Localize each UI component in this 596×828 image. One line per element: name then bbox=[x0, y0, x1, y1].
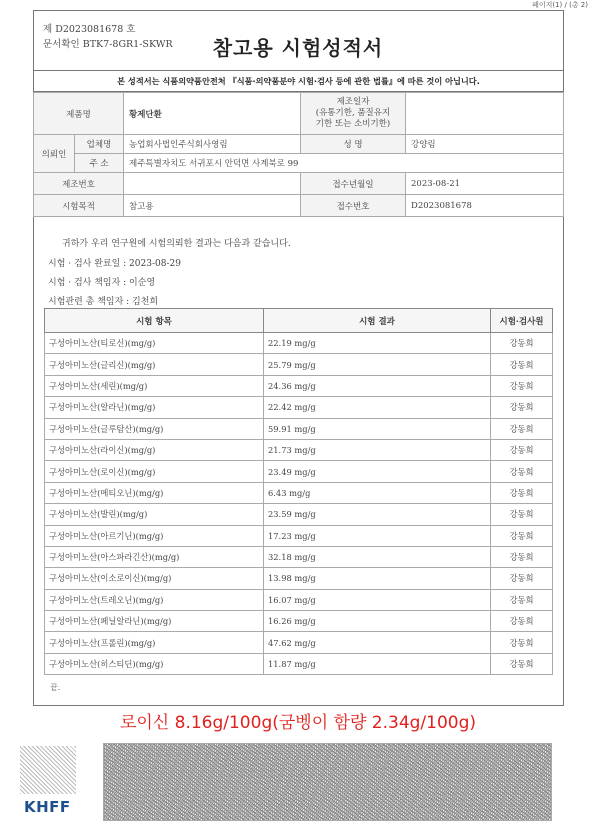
cell-item: 구성아미노산(아스파라긴산)(mg/g) bbox=[45, 546, 264, 567]
name-label: 성 명 bbox=[301, 135, 406, 154]
table-row bbox=[45, 482, 553, 503]
purpose-label: 시험목적 bbox=[34, 195, 124, 217]
cell-inspector: 강동희 bbox=[491, 461, 553, 482]
cell-result: 47.62 mg/g bbox=[264, 632, 491, 653]
cell-item: 구성아미노산(프롤린)(mg/g) bbox=[45, 632, 264, 653]
table-row bbox=[45, 354, 553, 375]
inspector: 시험 · 검사 책임자 : 이순영 bbox=[48, 278, 156, 288]
address-label: 주 소 bbox=[75, 154, 124, 173]
cell-item: 구성아미노산(알라닌)(mg/g) bbox=[45, 397, 264, 418]
table-row bbox=[45, 439, 553, 460]
table-row bbox=[45, 611, 553, 632]
table-row bbox=[45, 525, 553, 546]
results-header-row bbox=[45, 309, 553, 333]
cell-result: 59.91 mg/g bbox=[264, 418, 491, 439]
cell-result: 22.42 mg/g bbox=[264, 397, 491, 418]
lot-value bbox=[124, 173, 301, 195]
address-value: 제주특별자치도 서귀포시 안덕면 사계북로 99 bbox=[124, 154, 564, 173]
name-value: 강양림 bbox=[406, 135, 564, 154]
cell-inspector: 강동희 bbox=[491, 333, 553, 354]
completed-date: 시험 · 검사 완료일 : 2023-08-29 bbox=[48, 259, 181, 269]
header-inspector: 시험·검사원 bbox=[491, 309, 553, 333]
cell-result: 32.18 mg/g bbox=[264, 546, 491, 567]
table-row bbox=[45, 546, 553, 567]
table-row bbox=[45, 653, 553, 674]
table-row bbox=[45, 568, 553, 589]
cell-item: 구성아미노산(글리신)(mg/g) bbox=[45, 354, 264, 375]
doc-number: 제 D2023081678 호 bbox=[43, 24, 136, 35]
security-pattern bbox=[103, 743, 552, 821]
product-value: 황제단환 bbox=[124, 93, 301, 135]
cell-inspector: 강동희 bbox=[491, 653, 553, 674]
logo-text: KHFF bbox=[24, 798, 71, 816]
cell-inspector: 강동희 bbox=[491, 568, 553, 589]
received-value: 2023-08-21 bbox=[406, 173, 564, 195]
cell-result: 25.79 mg/g bbox=[264, 354, 491, 375]
cell-item: 구성아미노산(메티오닌)(mg/g) bbox=[45, 482, 264, 503]
cell-inspector: 강동희 bbox=[491, 397, 553, 418]
cell-inspector: 강동희 bbox=[491, 375, 553, 396]
qr-seal-image bbox=[20, 746, 76, 794]
table-row bbox=[45, 375, 553, 396]
cell-inspector: 강동희 bbox=[491, 482, 553, 503]
manager: 시험관련 총 책임자 : 김천희 bbox=[48, 297, 159, 307]
mfg-value bbox=[406, 93, 564, 135]
end-mark: 끝. bbox=[50, 683, 61, 692]
cell-inspector: 강동희 bbox=[491, 546, 553, 567]
mfg-label: 제조일자 (유통기한, 품질유지 기한 또는 소비기한) bbox=[301, 93, 406, 135]
legal-notice: 본 성적서는 식품의약품안전처 『식품·의약품분야 시험·검사 등에 관한 법률』에 따른 것이 아닙니다. bbox=[33, 70, 564, 92]
cell-item: 구성아미노산(티로신)(mg/g) bbox=[45, 333, 264, 354]
annotation-red: 로이신 8.16g/100g(굼벵이 함량 2.34g/100g) bbox=[119, 713, 477, 733]
intro-text: 귀하가 우리 연구원에 시험의뢰한 결과는 다음과 같습니다. bbox=[62, 239, 291, 249]
cell-result: 21.73 mg/g bbox=[264, 439, 491, 460]
cell-result: 17.23 mg/g bbox=[264, 525, 491, 546]
cell-inspector: 강동희 bbox=[491, 504, 553, 525]
cell-result: 6.43 mg/g bbox=[264, 482, 491, 503]
table-row bbox=[45, 632, 553, 653]
cell-result: 24.36 mg/g bbox=[264, 375, 491, 396]
purpose-value: 참고용 bbox=[124, 195, 301, 217]
header-item: 시험 항목 bbox=[45, 309, 264, 333]
results-table bbox=[44, 308, 553, 675]
table-row bbox=[45, 461, 553, 482]
receipt-no-value: D2023081678 bbox=[406, 195, 564, 217]
cell-result: 22.19 mg/g bbox=[264, 333, 491, 354]
cell-inspector: 강동희 bbox=[491, 439, 553, 460]
cell-item: 구성아미노산(글루탐산)(mg/g) bbox=[45, 418, 264, 439]
table-row bbox=[45, 589, 553, 610]
cell-item: 구성아미노산(아르기닌)(mg/g) bbox=[45, 525, 264, 546]
cell-inspector: 강동희 bbox=[491, 611, 553, 632]
table-row bbox=[45, 333, 553, 354]
table-row bbox=[45, 418, 553, 439]
khff-logo bbox=[24, 798, 71, 816]
cell-result: 23.59 mg/g bbox=[264, 504, 491, 525]
table-row bbox=[45, 397, 553, 418]
table-row bbox=[45, 504, 553, 525]
receipt-no-label: 접수번호 bbox=[301, 195, 406, 217]
cell-result: 16.07 mg/g bbox=[264, 589, 491, 610]
cell-item: 구성아미노산(발린)(mg/g) bbox=[45, 504, 264, 525]
cell-inspector: 강동희 bbox=[491, 589, 553, 610]
cell-item: 구성아미노산(히스티딘)(mg/g) bbox=[45, 653, 264, 674]
cell-result: 11.87 mg/g bbox=[264, 653, 491, 674]
client-label: 의뢰인 bbox=[34, 135, 75, 173]
product-label: 제품명 bbox=[34, 93, 124, 135]
cell-result: 13.98 mg/g bbox=[264, 568, 491, 589]
company-label: 업체명 bbox=[75, 135, 124, 154]
cell-item: 구성아미노산(라이신)(mg/g) bbox=[45, 439, 264, 460]
cell-item: 구성아미노산(트레오닌)(mg/g) bbox=[45, 589, 264, 610]
cell-inspector: 강동희 bbox=[491, 354, 553, 375]
company-value: 농업회사법인주식회사영림 bbox=[124, 135, 301, 154]
page-label: 페이지(1) / (총 2) bbox=[532, 1, 588, 9]
cell-result: 16.26 mg/g bbox=[264, 611, 491, 632]
lot-label: 제조번호 bbox=[34, 173, 124, 195]
sample-info-table bbox=[33, 92, 564, 217]
header-result: 시험 결과 bbox=[264, 309, 491, 333]
cell-item: 구성아미노산(이소로이신)(mg/g) bbox=[45, 568, 264, 589]
cell-item: 구성아미노산(페닐알라닌)(mg/g) bbox=[45, 611, 264, 632]
cell-inspector: 강동희 bbox=[491, 525, 553, 546]
cell-result: 23.49 mg/g bbox=[264, 461, 491, 482]
cell-inspector: 강동희 bbox=[491, 418, 553, 439]
received-label: 접수년월일 bbox=[301, 173, 406, 195]
cell-item: 구성아미노산(로이신)(mg/g) bbox=[45, 461, 264, 482]
verify-code: 문서확인 BTK7-8GR1-SKWR bbox=[43, 39, 173, 50]
page-title: 참고용 시험성적서 bbox=[212, 36, 384, 60]
cell-item: 구성아미노산(세린)(mg/g) bbox=[45, 375, 264, 396]
cell-inspector: 강동희 bbox=[491, 632, 553, 653]
